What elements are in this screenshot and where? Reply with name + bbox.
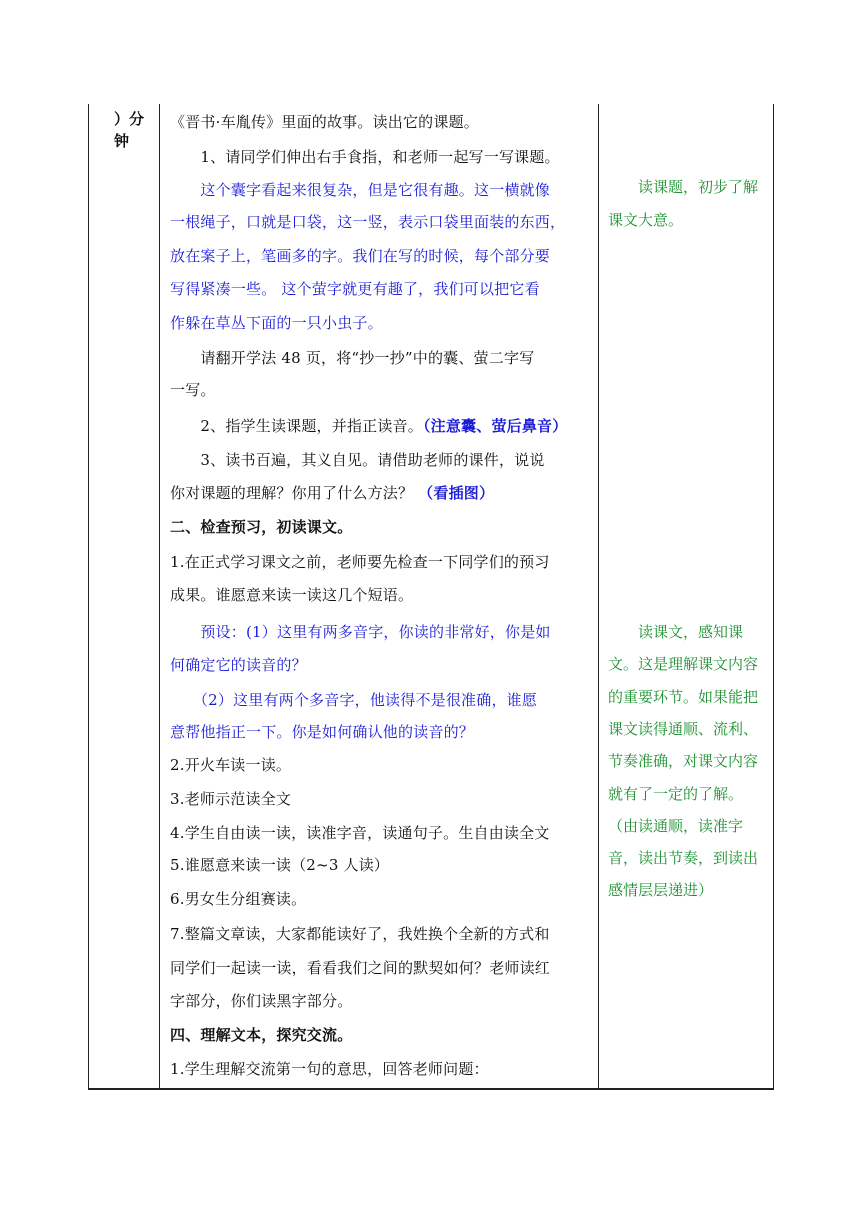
intent-line: 课文读得通顺、流利、: [608, 720, 759, 738]
process-line: 一写。: [170, 381, 216, 399]
pronunciation-note: （注意囊、萤后鼻音）: [422, 417, 568, 435]
process-line: 1、请同学们伸出右手食指，和老师一起写一写课题。: [170, 148, 560, 166]
process-line: 成果。谁愿意来读一读这几个短语。: [170, 586, 414, 604]
intent-line: 就有了一定的了解。: [608, 785, 744, 803]
process-line: 6.男女生分组赛读。: [170, 890, 307, 908]
time-cell-line-2: 钟: [114, 132, 130, 150]
process-line: 一根绳子，口就是口袋，这一竖，表示口袋里面装的东西，: [170, 213, 566, 231]
intent-line: 课文大意。: [608, 211, 684, 229]
process-line: 5.谁愿意来读一读（2~3 人读）: [170, 856, 390, 874]
process-line: 同学们一起读一读，看看我们之间的默契如何？老师读红: [170, 959, 551, 977]
process-line: 3.老师示范读全文: [170, 790, 292, 808]
table-border-left: [88, 104, 89, 1090]
process-line: 意帮他指正一下。你是如何确认他的读音的？: [170, 723, 475, 741]
process-line: 何确定它的读音的？: [170, 656, 307, 674]
process-line: 你对课题的理解？你用了什么方法？ （看插图）: [170, 484, 495, 502]
process-line: 字部分，你们读黑字部分。: [170, 992, 353, 1010]
table-border-bottom: [88, 1088, 774, 1090]
process-line: 请翻开学法 48 页，将“抄一抄”中的囊、萤二字写: [170, 349, 535, 367]
intent-line: （由读通顺，读准字: [608, 817, 744, 835]
process-line: 2、指学生读课题，并指正读音。（注意囊、萤后鼻音）: [170, 417, 568, 435]
table-divider-1: [159, 104, 160, 1090]
table-divider-2: [598, 104, 599, 1090]
process-line: 预设：(1）这里有两多音字，你读的非常好，你是如: [170, 623, 551, 641]
intent-line: 感情层层递进）: [608, 881, 714, 899]
process-line: 写得紧凑一些。 这个萤字就更有趣了，我们可以把它看: [170, 280, 540, 298]
intent-line: 文。这是理解课文内容: [608, 655, 759, 673]
method-note: （看插图）: [418, 484, 495, 502]
process-line: 1.在正式学习课文之前，老师要先检查一下同学们的预习: [170, 553, 550, 571]
process-line: 作躲在草丛下面的一只小虫子。: [170, 314, 383, 332]
process-line: 2.开火车读一读。: [170, 756, 292, 774]
section-heading: 二、检查预习，初读课文。: [170, 518, 353, 536]
intent-line: 读课题，初步了解: [608, 178, 759, 196]
intent-line: 读课文，感知课: [608, 623, 744, 641]
time-cell-line-1: ）分: [114, 110, 145, 128]
process-line: 3、读书百遍，其义自见。请借助老师的课件，说说: [170, 451, 545, 469]
table-border-right: [773, 104, 774, 1090]
process-line: 《晋书·车胤传》里面的故事。读出它的课题。: [170, 113, 479, 131]
process-line: （2）这里有两个多音字，他读得不是很准确，谁愿: [170, 691, 538, 709]
intent-line: 节奏准确，对课文内容: [608, 752, 759, 770]
intent-line: 的重要环节。如果能把: [608, 688, 759, 706]
process-line: 4.学生自由读一读，读准字音，读通句子。生自由读全文: [170, 824, 550, 842]
process-line: 1.学生理解交流第一句的意思，回答老师问题：: [170, 1060, 489, 1078]
process-line: 7.整篇文章读，大家都能读好了，我姓换个全新的方式和: [170, 925, 550, 943]
lesson-plan-table: [88, 104, 774, 1090]
intent-line: 音，读出节奏，到读出: [608, 849, 759, 867]
process-line: 放在案子上，笔画多的字。我们在写的时候，每个部分要: [170, 247, 551, 265]
process-line: 这个囊字看起来很复杂，但是它很有趣。这一横就像: [170, 181, 551, 199]
time-cell: [114, 108, 160, 152]
section-heading: 四、理解文本，探究交流。: [170, 1026, 353, 1044]
